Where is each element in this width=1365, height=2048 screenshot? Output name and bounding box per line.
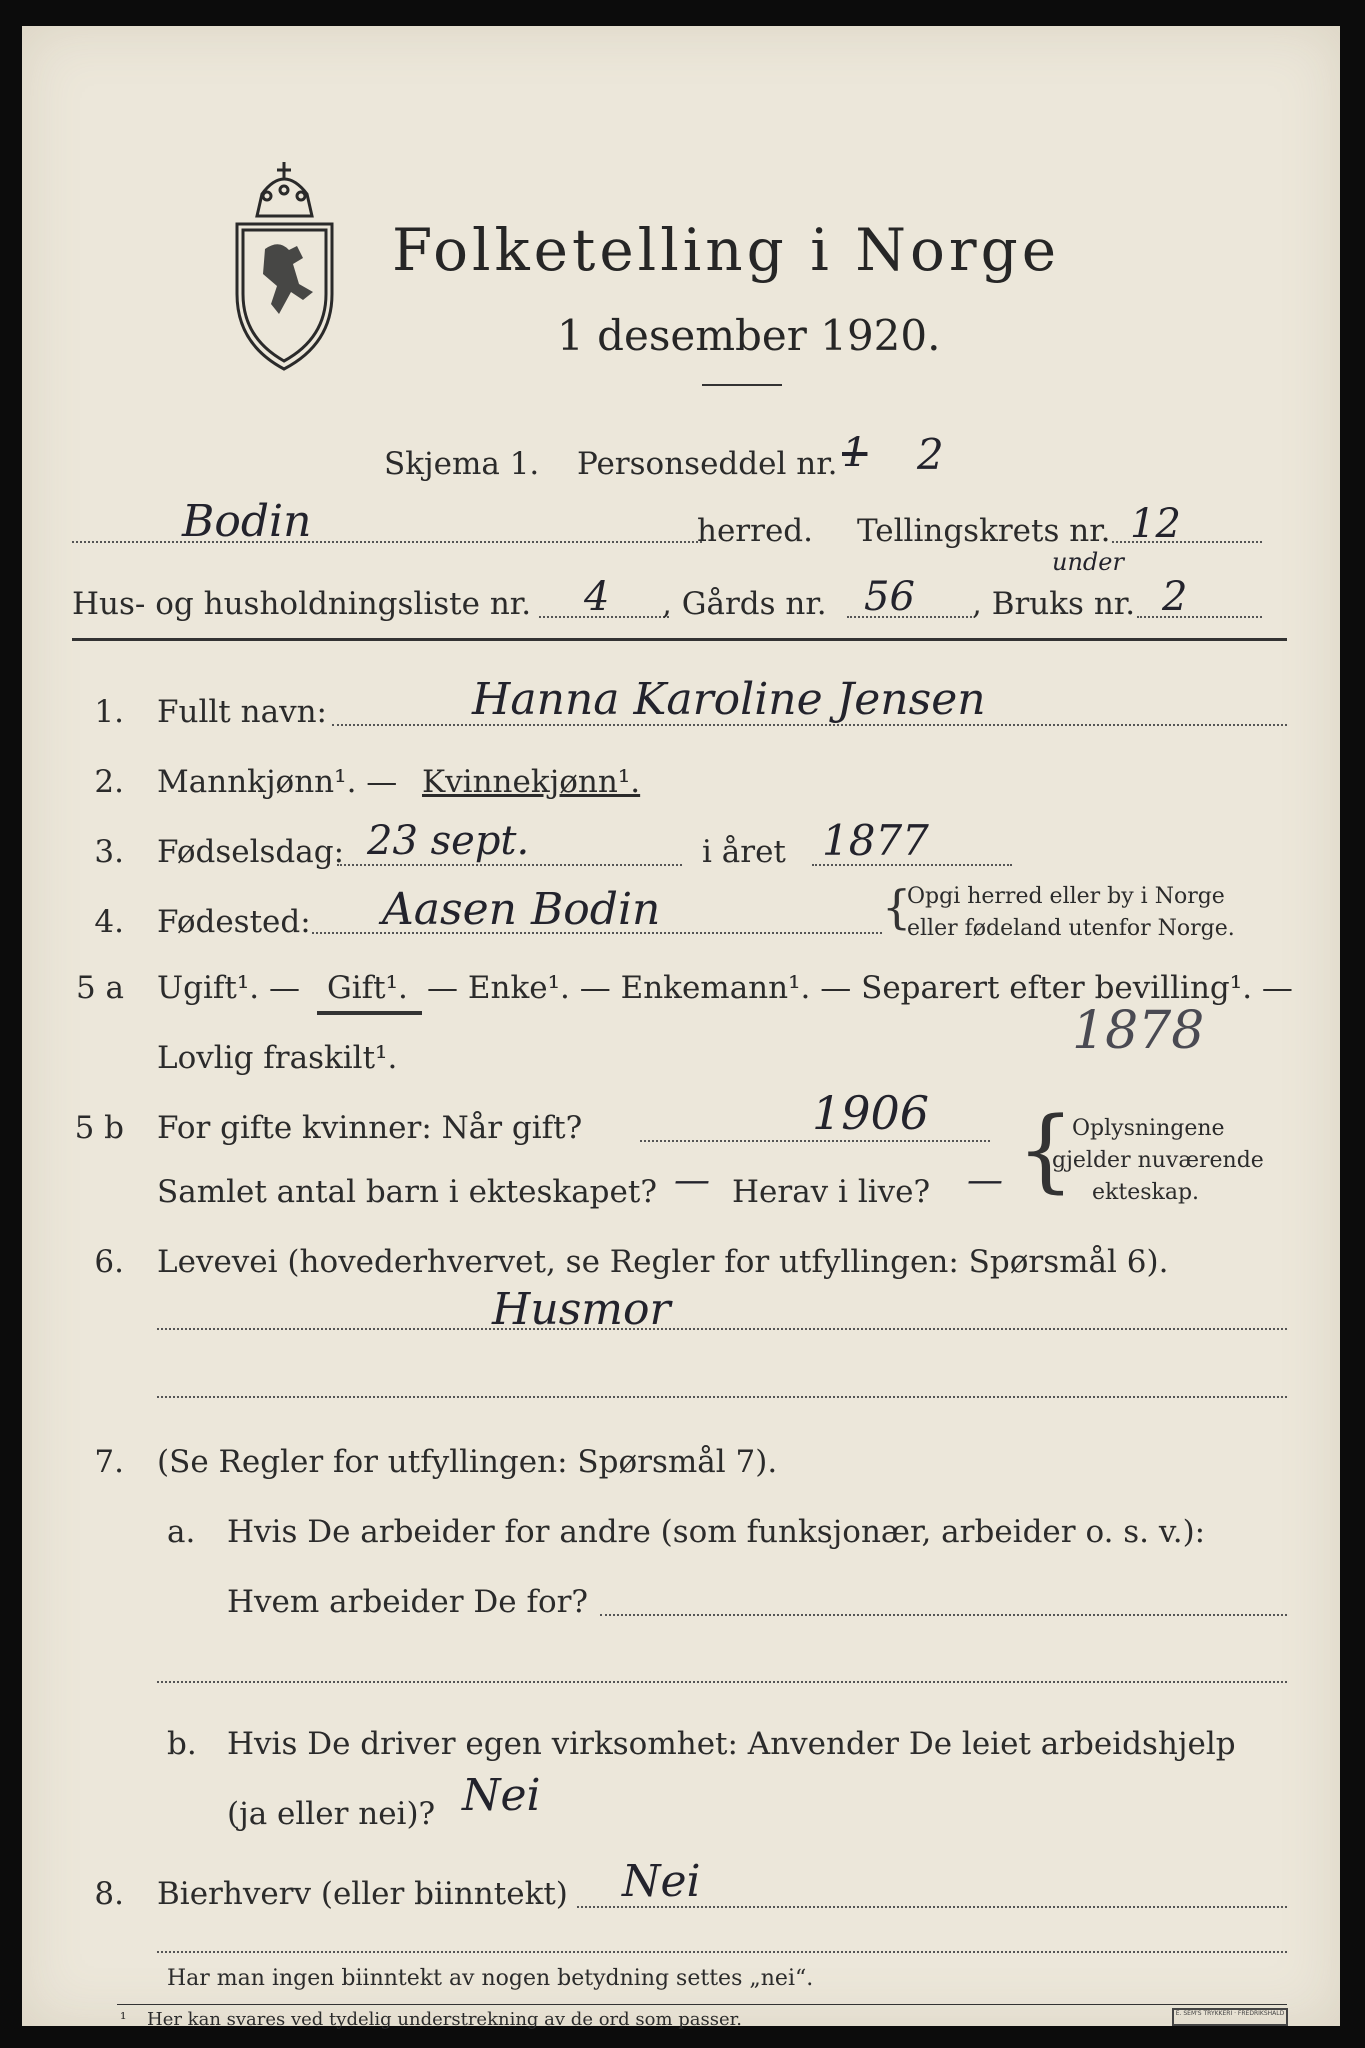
tellingskrets-value: 12 — [1130, 501, 1181, 547]
printer-stamp: E. SEM'S TRYKKERI · FREDRIKSHALD — [1172, 2008, 1288, 2026]
birthplace-note-2: eller fødeland utenfor Norge. — [907, 916, 1235, 941]
title-divider — [702, 384, 782, 386]
unmarried-option: Ugift¹. — — [157, 970, 300, 1006]
norwegian-coat-of-arms-icon — [227, 154, 342, 374]
birthplace-note-1: Opgi herred eller by i Norge — [907, 884, 1225, 909]
children-value: — — [674, 1160, 710, 1201]
personseddel-label: Personseddel nr. — [577, 446, 838, 482]
alive-value: — — [967, 1160, 1003, 1201]
census-date: 1 desember 1920. — [557, 311, 941, 360]
occupation-label: Levevei (hovederhvervet, se Regler for utfyllingen: Spørsmål 6). — [157, 1244, 1169, 1280]
question-number: 4. — [94, 904, 124, 940]
footnote-text: Her kan svares ved tydelig understrekning av de ord som passer. — [147, 2009, 742, 2030]
children-label: Samlet antal barn i ekteskapet? — [157, 1174, 657, 1210]
occupation-value: Husmor — [492, 1284, 671, 1335]
female-option: Kvinnekjønn¹. — [422, 764, 641, 800]
q7a-letter: a. — [167, 1514, 196, 1550]
footnote-number: ¹ — [120, 2009, 127, 2028]
question-number: 3. — [94, 834, 124, 870]
birthplace-label: Fødested: — [157, 904, 311, 940]
question-number: 6. — [94, 1244, 124, 1280]
married-option: Gift¹. — [327, 970, 408, 1006]
year-label: i året — [702, 834, 786, 870]
hired-help-value: Nei — [462, 1770, 541, 1821]
question-number: 7. — [94, 1444, 124, 1480]
q7b-text: Hvis De driver egen virksomhet: Anvender De leiet arbeidshjelp — [227, 1726, 1236, 1762]
personseddel-number: 2 — [917, 430, 944, 479]
herred-value: Bodin — [182, 496, 312, 547]
question-number: 5 a — [75, 970, 124, 1006]
marriage-note-2: gjelder nuværende — [1052, 1148, 1264, 1173]
birthday-label: Fødselsdag: — [157, 834, 345, 870]
married-underline — [317, 1011, 422, 1015]
bruks-label: , Bruks nr. — [972, 586, 1136, 622]
when-married-label: For gifte kvinner: Når gift? — [157, 1110, 583, 1146]
birthday-value: 23 sept. — [367, 818, 530, 864]
question-number: 5 b — [74, 1110, 124, 1146]
marital-other-options: — Enke¹. — Enkemann¹. — Separert efter bevilling¹. — — [427, 970, 1293, 1006]
birthplace-value: Aasen Bodin — [382, 884, 661, 935]
full-name-value: Hanna Karoline Jensen — [472, 674, 986, 725]
birth-year-value: 1877 — [822, 816, 929, 865]
margin-note: 1878 — [1072, 1001, 1205, 1061]
under-note: under — [1052, 548, 1124, 576]
footer-divider — [117, 2004, 1287, 2005]
question-number: 8. — [94, 1876, 124, 1912]
bruks-value: 2 — [1162, 574, 1188, 620]
schema-label: Skjema 1. — [384, 446, 540, 482]
form-title: Folketelling i Norge — [392, 216, 1061, 284]
tellingskrets-label: Tellingskrets nr. — [857, 513, 1111, 549]
employer-label: Hvem arbeider De for? — [227, 1584, 589, 1620]
hired-help-label: (ja eller nei)? — [227, 1796, 436, 1832]
question-number: 1. — [94, 694, 124, 730]
question-number: 2. — [94, 764, 124, 800]
alive-label: Herav i live? — [732, 1174, 931, 1210]
marriage-note-3: ekteskap. — [1092, 1180, 1200, 1205]
q7-label: (Se Regler for utfyllingen: Spørsmål 7). — [157, 1444, 778, 1480]
marriage-note-1: Oplysningene — [1072, 1116, 1225, 1141]
personseddel-crossed: 1 — [842, 430, 868, 476]
husliste-label: Hus- og husholdningsliste nr. — [72, 586, 532, 622]
herred-label: herred. — [697, 513, 813, 549]
gards-value: 56 — [864, 574, 915, 620]
male-option: Mannkjønn¹. — — [157, 764, 398, 800]
side-income-value: Nei — [622, 1856, 701, 1907]
footer-note: Har man ingen biinntekt av nogen betydning settes „nei“. — [167, 1966, 814, 1991]
marriage-year-value: 1906 — [812, 1086, 930, 1140]
census-form: Folketelling i Norge 1 desember 1920. Skjema 1. Personseddel nr. 1 2 Bodin herred. Tellingskrets nr. 12 Hus- og husholdningsliste nr. 4 , Gårds nr. 56 under , Bruks nr. 2 1. Fullt navn: Hanna Karoline Jensen 2. Mannkjønn¹. — Kvinnekjønn¹. 3. Fødselsdag: 23 sept. i året 1877 4. Fødested: Aasen Bodin { Opgi herred eller by i Norge eller fødeland utenfor Norge. 5 a Ugift¹. — Gift¹. — Enke¹. — Enkemann¹. — Separert efter bevilling¹. — Lovlig fraskilt¹. 1878 5 b For gifte kvinner: Når gift? 1906 Samlet antal barn i ekteskapet? — Herav i live? — { Oplysningene gjelder nuværende ekteskap. 6. Levevei (hovederhvervet, se Regler for utfyllingen: Spørsmål 6). Husmor 7. (Se Regler for utfyllingen: Spørsmål 7). a. Hvis De arbeider for andre (som funksjonær, arbeider o. s. v.): Hvem arbeider De for? b. Hvis De driver egen virksomhet: Anvender De leiet arbeidshjelp (ja eller nei)? Nei 8. Bierhverv (eller biinntekt) Nei Har man ingen biinntekt av nogen betydning settes „nei“. ¹ Her kan svares ved tydelig understrekning av de ord som passer. E. SEM'S TRYKKERI · FREDRIKSHALD — [22, 26, 1340, 2026]
gards-label: , Gårds nr. — [662, 586, 827, 622]
q7a-text: Hvis De arbeider for andre (som funksjonær, arbeider o. s. v.): — [227, 1514, 1206, 1550]
header-divider — [72, 638, 1287, 641]
divorced-option: Lovlig fraskilt¹. — [157, 1040, 398, 1076]
full-name-label: Fullt navn: — [157, 694, 327, 730]
q7b-letter: b. — [167, 1726, 197, 1762]
husliste-value: 4 — [584, 574, 610, 620]
side-income-label: Bierhverv (eller biinntekt) — [157, 1876, 568, 1912]
